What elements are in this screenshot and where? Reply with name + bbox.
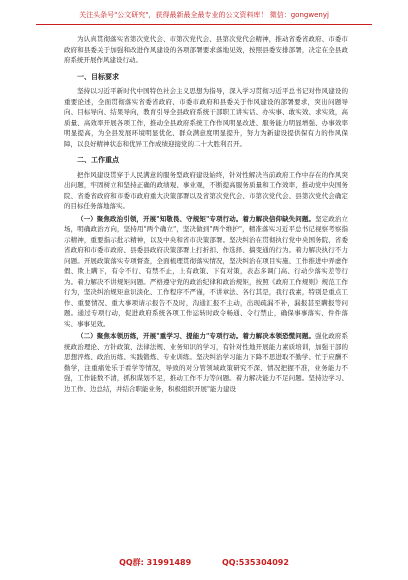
item-1-lead: （一）聚焦政治引领，开展"知敬畏、守规矩"专项行动。着力解决信仰缺失问题。 bbox=[77, 214, 316, 223]
intro-paragraph: 为认真贯彻落实省第次党代会、市第次党代会、县第次党代会精神，推动省委省政府、市委市政府和县委关于加强和改进作风建设的各项部署要求落地见效，按照县委安排部署，决定在全县政府系统开展作风建设行动。 bbox=[64, 35, 348, 64]
item-2-paragraph bbox=[64, 331, 348, 394]
item-1-paragraph bbox=[64, 214, 348, 330]
item-1-body: 坚定政治立场，明确政治方向，坚持用"两个确立"，坚决做到"两个维护"，精准落实习近平总书记视察考察指示精神，重要指示批示精神，以及中央和省市决策部署。坚决纠治在贯彻执行党中央国务院、省委省政府和市委市政府、县委县政府决策部署上打折扣、作选择、搞变通的行为。着力解决执行不力问题。开展政策落实专项督查，全面梳理贯彻落实情况，坚决纠治在项目实施、工作推进中弄虚作假、欺上瞒下，有令不行、有禁不止，上有政策、下有对策，表态多调门高、行动少落实差等行为。着力解决不讲规矩问题。严格遵守党的政治纪律和政治规矩，按照《政府工作规则》规范工作行为，坚决纠治规矩意识淡化、工作程序不严谨，不讲章法、各行其是，我行我素，特别是重点工作、重要情况、重大事项请示报告不及时，沟通汇报不主动，出现疏漏不补，漏报甚至瞒报等问题。通过专项行动，促进政府系统各项工作运转时政令畅通、令行禁止，确保事事落实、件件落实、事事见效。 bbox=[64, 214, 349, 328]
document-body bbox=[64, 34, 348, 396]
goals-paragraph: 坚持以习近平新时代中国特色社会主义思想为指导，深入学习贯彻习近平总书记对作风建设的重要论述，全面贯彻落实省委省政府、市委市政府和县委关于作风建设的部署要求，突出问题导向、目标导向、结果导向，教育引导全县政府系统干部职工讲实话、办实事、敢实效、求实效，高质量、高效率开展各项工作，推动全县政府系统工作作风明显改进、服务能力明显增强、办事效率明显提高，为全县发展环境明显优化、群众满意度明显提升，努力为新建设提供保有力的作风保障，以良好精神状态和优异工作成绩迎接党的二十大胜利召开。 bbox=[64, 87, 348, 148]
item-2-body: 强化政府系统政治理论、方针政策、法律法规、业务知识的学习，有针对性地开展能力素质培训，加强干部的思想淬炼、政治历练、实践锻炼、专业训练。坚决纠治学习能力下降不思进取不勤学、忙于应酬不勤学，注重痛处乐于看学等情况，导致的对分管领域政策研究不深、情况把握不准，业务能力不强，工作能数不清，抓积谋划不足，推动工作不力等问题。着力解决能力不足问题。坚持边学习、边工作、边总结，并结合职能业务，积极组织开展"能力建设 bbox=[64, 332, 349, 393]
item-2-lead: （二）聚焦本领历练，开展"重学习、提能力"专项行动。着力解决本领恐慌问题。 bbox=[77, 332, 316, 340]
section-title-priorities: 二、工作重点 bbox=[77, 156, 119, 164]
qq-group-text: QQ群: 31991489 bbox=[119, 558, 192, 567]
header-divider bbox=[36, 24, 372, 25]
section-title-goals: 一、目标要求 bbox=[77, 72, 119, 81]
qq-text: QQ:535304092 bbox=[222, 558, 289, 567]
contact-footer bbox=[0, 557, 408, 568]
watermark-header: 关注头条号"公文研究"，获得最新最全最专业的公文资料库！ 微信：gongwenyj bbox=[79, 11, 329, 19]
priorities-paragraph: 把作风建设贯穿于人民满意的服务型政府建设始终，针对性解决当前政府工作中存在的作风突出问题，牢固树立和坚持正确的政绩观、事业观，不断提高服务质量和工作效率，推动党中央国务院、省委省政府和市委市政府重大决策部署以及省第次党代会、市第次党代会、县第次党代会确定的目标任务落地落实。 bbox=[64, 170, 348, 210]
